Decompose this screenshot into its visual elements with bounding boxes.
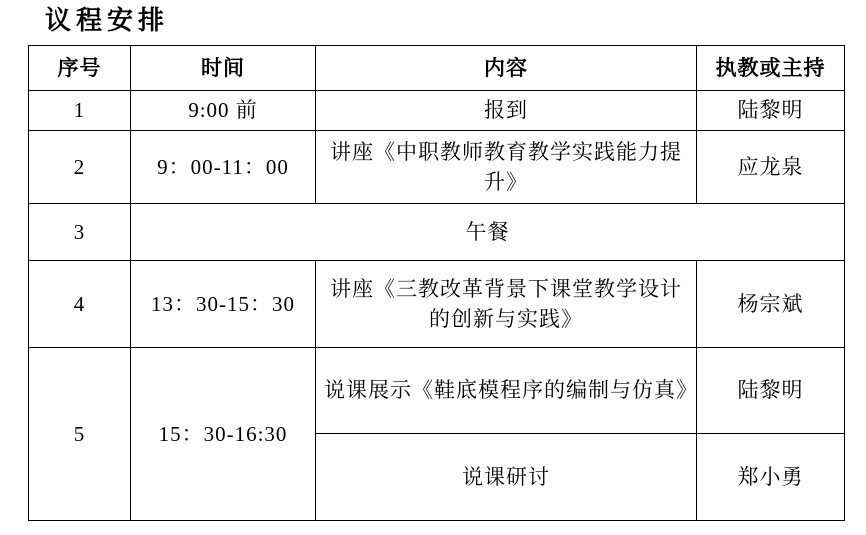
agenda-table (28, 45, 845, 521)
table-row (29, 131, 845, 204)
page-title: 议程安排 (45, 6, 170, 35)
cell-host: 应龙泉 (697, 131, 845, 204)
cell-content: 报到 (316, 91, 697, 131)
cell-seq: 2 (29, 131, 131, 204)
cell-content-merged: 午餐 (131, 204, 845, 261)
header-cell-seq: 序号 (29, 46, 131, 91)
cell-time: 9:00 前 (131, 91, 316, 131)
cell-seq: 1 (29, 91, 131, 131)
header-cell-time: 时间 (131, 46, 316, 91)
cell-host: 郑小勇 (697, 434, 845, 521)
table-row (29, 91, 845, 131)
table-header-row (29, 46, 845, 91)
cell-seq: 3 (29, 204, 131, 261)
header-cell-content: 内容 (316, 46, 697, 91)
cell-content: 说课研讨 (316, 434, 697, 521)
table-row (29, 204, 845, 261)
header-cell-host: 执教或主持 (697, 46, 845, 91)
cell-time: 13：30-15：30 (131, 261, 316, 348)
cell-content: 讲座《中职教师教育教学实践能力提升》 (316, 131, 697, 204)
cell-seq: 5 (29, 348, 131, 521)
cell-host: 陆黎明 (697, 348, 845, 434)
cell-host: 杨宗斌 (697, 261, 845, 348)
table-row (29, 261, 845, 348)
table-row (29, 348, 845, 434)
cell-content: 说课展示《鞋底模程序的编制与仿真》 (316, 348, 697, 434)
cell-host: 陆黎明 (697, 91, 845, 131)
cell-time: 9：00-11：00 (131, 131, 316, 204)
cell-content: 讲座《三教改革背景下课堂教学设计的创新与实践》 (316, 261, 697, 348)
cell-seq: 4 (29, 261, 131, 348)
cell-time: 15：30-16:30 (131, 348, 316, 521)
